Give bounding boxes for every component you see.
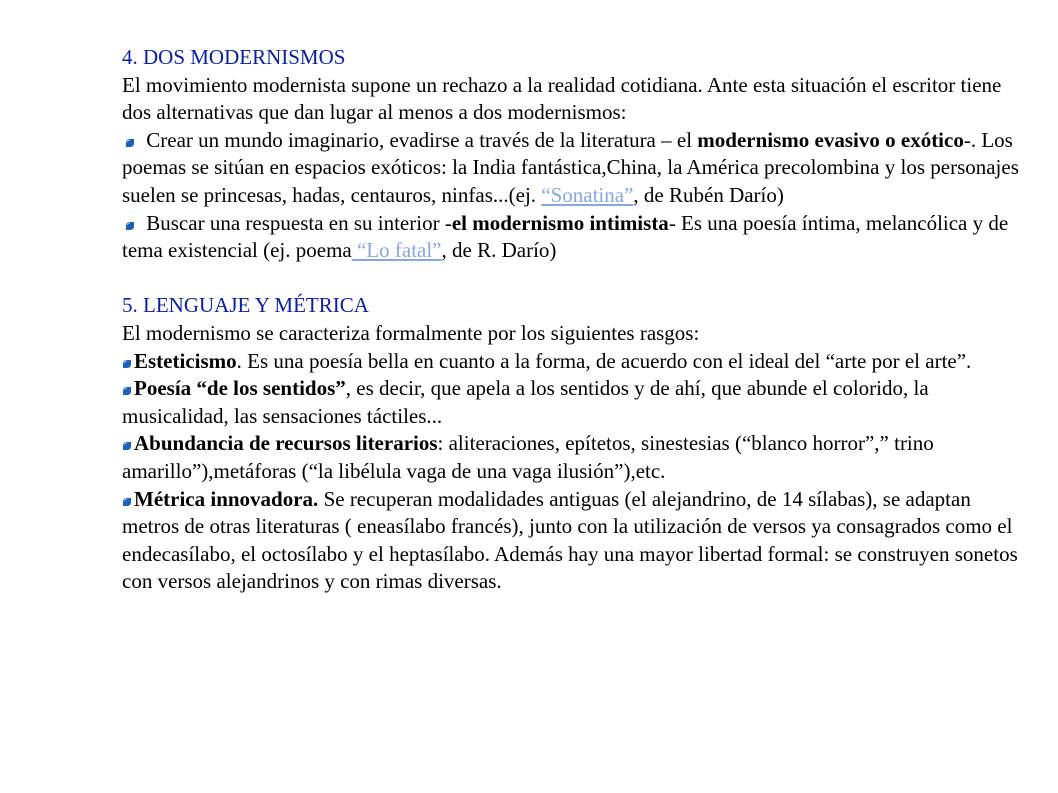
list-item-esteticismo [122,348,1022,376]
blue-bullet-icon [125,221,135,231]
list-item-bold: Abundancia de recursos literarios [134,431,438,456]
lo-fatal-link[interactable]: “Lo fatal” [351,238,442,263]
list-item-text: Crear un mundo imaginario, evadirse a través de la literatura – el [141,127,698,152]
list-item-bold: Esteticismo [134,348,237,373]
list-item-bold: Poesía “de los sentidos” [134,376,346,401]
section-4-title: 4. DOS MODERNISMOS [122,45,346,69]
list-item-text: -. Los poemas se sitúan en espacios exóticos: la India fantástica,China, la América precolombina y los personajes suelen se princesas, hadas, centauros, ninfas...(ej. [122,127,1019,207]
section-4 [122,44,1022,265]
list-item-metrica [122,486,1022,596]
list-item-text: . Es una poesía bella en cuanto a la forma, de acuerdo con el ideal del “arte por el arte”. [236,348,972,373]
list-item-sentidos [122,375,1022,430]
list-item-text: , es decir, que apela a los sentidos y de ahí, que abunde el colorido, la musicalidad, las sensaciones táctiles... [122,376,929,428]
list-item-text: - Es una poesía íntima, melancólica y de tema existencial (ej. poema [122,210,1009,263]
section-5-intro: El modernismo se caracteriza formalmente por los siguientes rasgos: [122,320,700,345]
blue-bullet-icon [122,359,132,369]
list-item-text: Buscar una respuesta en su interior - [141,210,452,235]
blue-bullet-icon [122,441,132,451]
list-item-intimista [122,210,1022,265]
sonatina-link[interactable]: “Sonatina” [541,182,634,207]
section-4-intro: El movimiento modernista supone un rechazo a la realidad cotidiana. Ante esta situación el escritor tiene dos alternativas que dan lugar al menos a dos modernismos: [122,72,1002,125]
list-item-evasivo [122,127,1022,210]
list-item-recursos [122,430,1022,485]
list-item-bold: el modernismo intimista [451,210,669,235]
section-spacer [122,265,1022,293]
section-5-title: 5. LENGUAJE Y MÉTRICA [122,293,369,318]
section-5 [122,292,1022,596]
blue-bullet-icon [122,497,132,507]
list-item-text: : aliteraciones, epítetos, sinestesias (“blanco horror”,” trino amarillo”),metáforas (“la libélula vaga de una vaga ilusión”),etc. [122,431,934,483]
document-body [122,44,1022,596]
blue-bullet-icon [122,386,132,396]
blue-bullet-icon [125,138,135,148]
list-item-bold: modernismo evasivo o exótico [697,127,964,152]
list-item-text: , de R. Darío) [441,238,557,263]
list-item-text: , de Rubén Darío) [633,182,784,207]
list-item-text: Se recuperan modalidades antiguas (el alejandrino, de 14 sílabas), se adaptan metros de otras literaturas ( eneasílabo francés), junto con la utilización de versos ya consagrados como el endecasílabo, el octosílabo y el heptasílabo. Además hay una mayor libertad formal: se construyen sonetos con versos alejandrinos y con rimas diversas. [122,486,1018,594]
list-item-bold: Métrica innovadora. [134,486,319,511]
